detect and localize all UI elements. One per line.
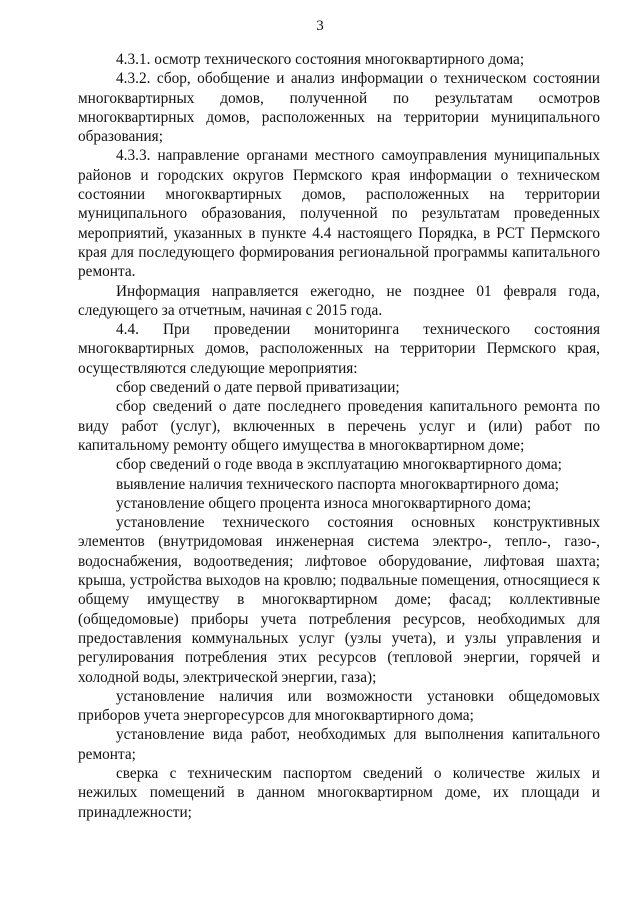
paragraph-deadline-note: Информация направляется ежегодно, не позднее 01 февраля года, следующего за отчетным, начиная с 2015 года. xyxy=(78,282,600,319)
paragraph-4-3-2: 4.3.2. сбор, обобщение и анализ информации о техническом состоянии многоквартирных домов, полученной по результатам осмотров многоквартирных домов, расположенных на территории муниципального образования; xyxy=(78,70,600,146)
paragraph-4-3-1: 4.3.1. осмотр технического состояния многоквартирного дома; xyxy=(116,51,525,68)
paragraph-4-4: 4.4. При проведении мониторинга технического состояния многоквартирных домов, расположенных на территории Пермского края, осуществляются следующие мероприятия: xyxy=(78,321,600,377)
document-body xyxy=(78,50,600,822)
list-item-technical-passport: выявление наличия технического паспорта многоквартирного дома; xyxy=(116,475,560,493)
list-item-privatization-date: сбор сведений о дате первой приватизации; xyxy=(116,379,400,397)
list-item-passport-reconciliation: сверка с техническим паспортом сведений о количестве жилых и нежилых помещений в данном многоквартирном доме, их площади и принадлежности; xyxy=(78,764,600,821)
list-item-structural-elements: установление технического состояния основных конструктивных элементов (внутридомовая инженерная система электро-, тепло-, газо-, водоснабжения, водоотведения; лифтовое оборудование, лифтовая шахта; крыша, устройства выходов на кровлю; подвальные помещения, относящиеся к общему имуществу в многоквартирном доме; фасад; коллективные (общедомовые) приборы учета потребления ресурсов, необходимых для предоставления коммунальных услуг (узлы учета), и узлы управления и регулирования потребления этих ресурсов (тепловой энергии, горячей и холодной воды, электрической энергии, газа); xyxy=(78,514,600,686)
list-item-metering-devices: установление наличия или возможности установки общедомовых приборов учета энергоресурсов для многоквартирного дома; xyxy=(78,687,600,725)
list-item-commissioning-year: сбор сведений о годе ввода в эксплуатацию многоквартирного дома; xyxy=(116,456,562,474)
list-item-repair-work-type: установление вида работ, необходимых для выполнения капитального ремонта; xyxy=(78,726,600,763)
page-number: 3 xyxy=(316,18,324,34)
paragraph-4-3-3: 4.3.3. направление органами местного самоуправления муниципальных районов и городских округов Пермского края информации о техническом состоянии многоквартирных домов, расположенных на территории муниципального образования, полученной по результатам проведенных мероприятий, указанных в пункте 4.4 настоящего Порядка, в РСТ Пермского края для последующего формирования региональной программы капитального ремонта. xyxy=(78,147,600,281)
list-item-last-repair-date: сбор сведений о дате последнего проведения капитального ремонта по виду работ (услуг), включенных в перечень услуг и (или) работ по капитальному ремонту общего имущества в многоквартирном доме; xyxy=(78,398,600,454)
list-item-wear-percentage: установление общего процента износа многоквартирного дома; xyxy=(116,494,532,512)
